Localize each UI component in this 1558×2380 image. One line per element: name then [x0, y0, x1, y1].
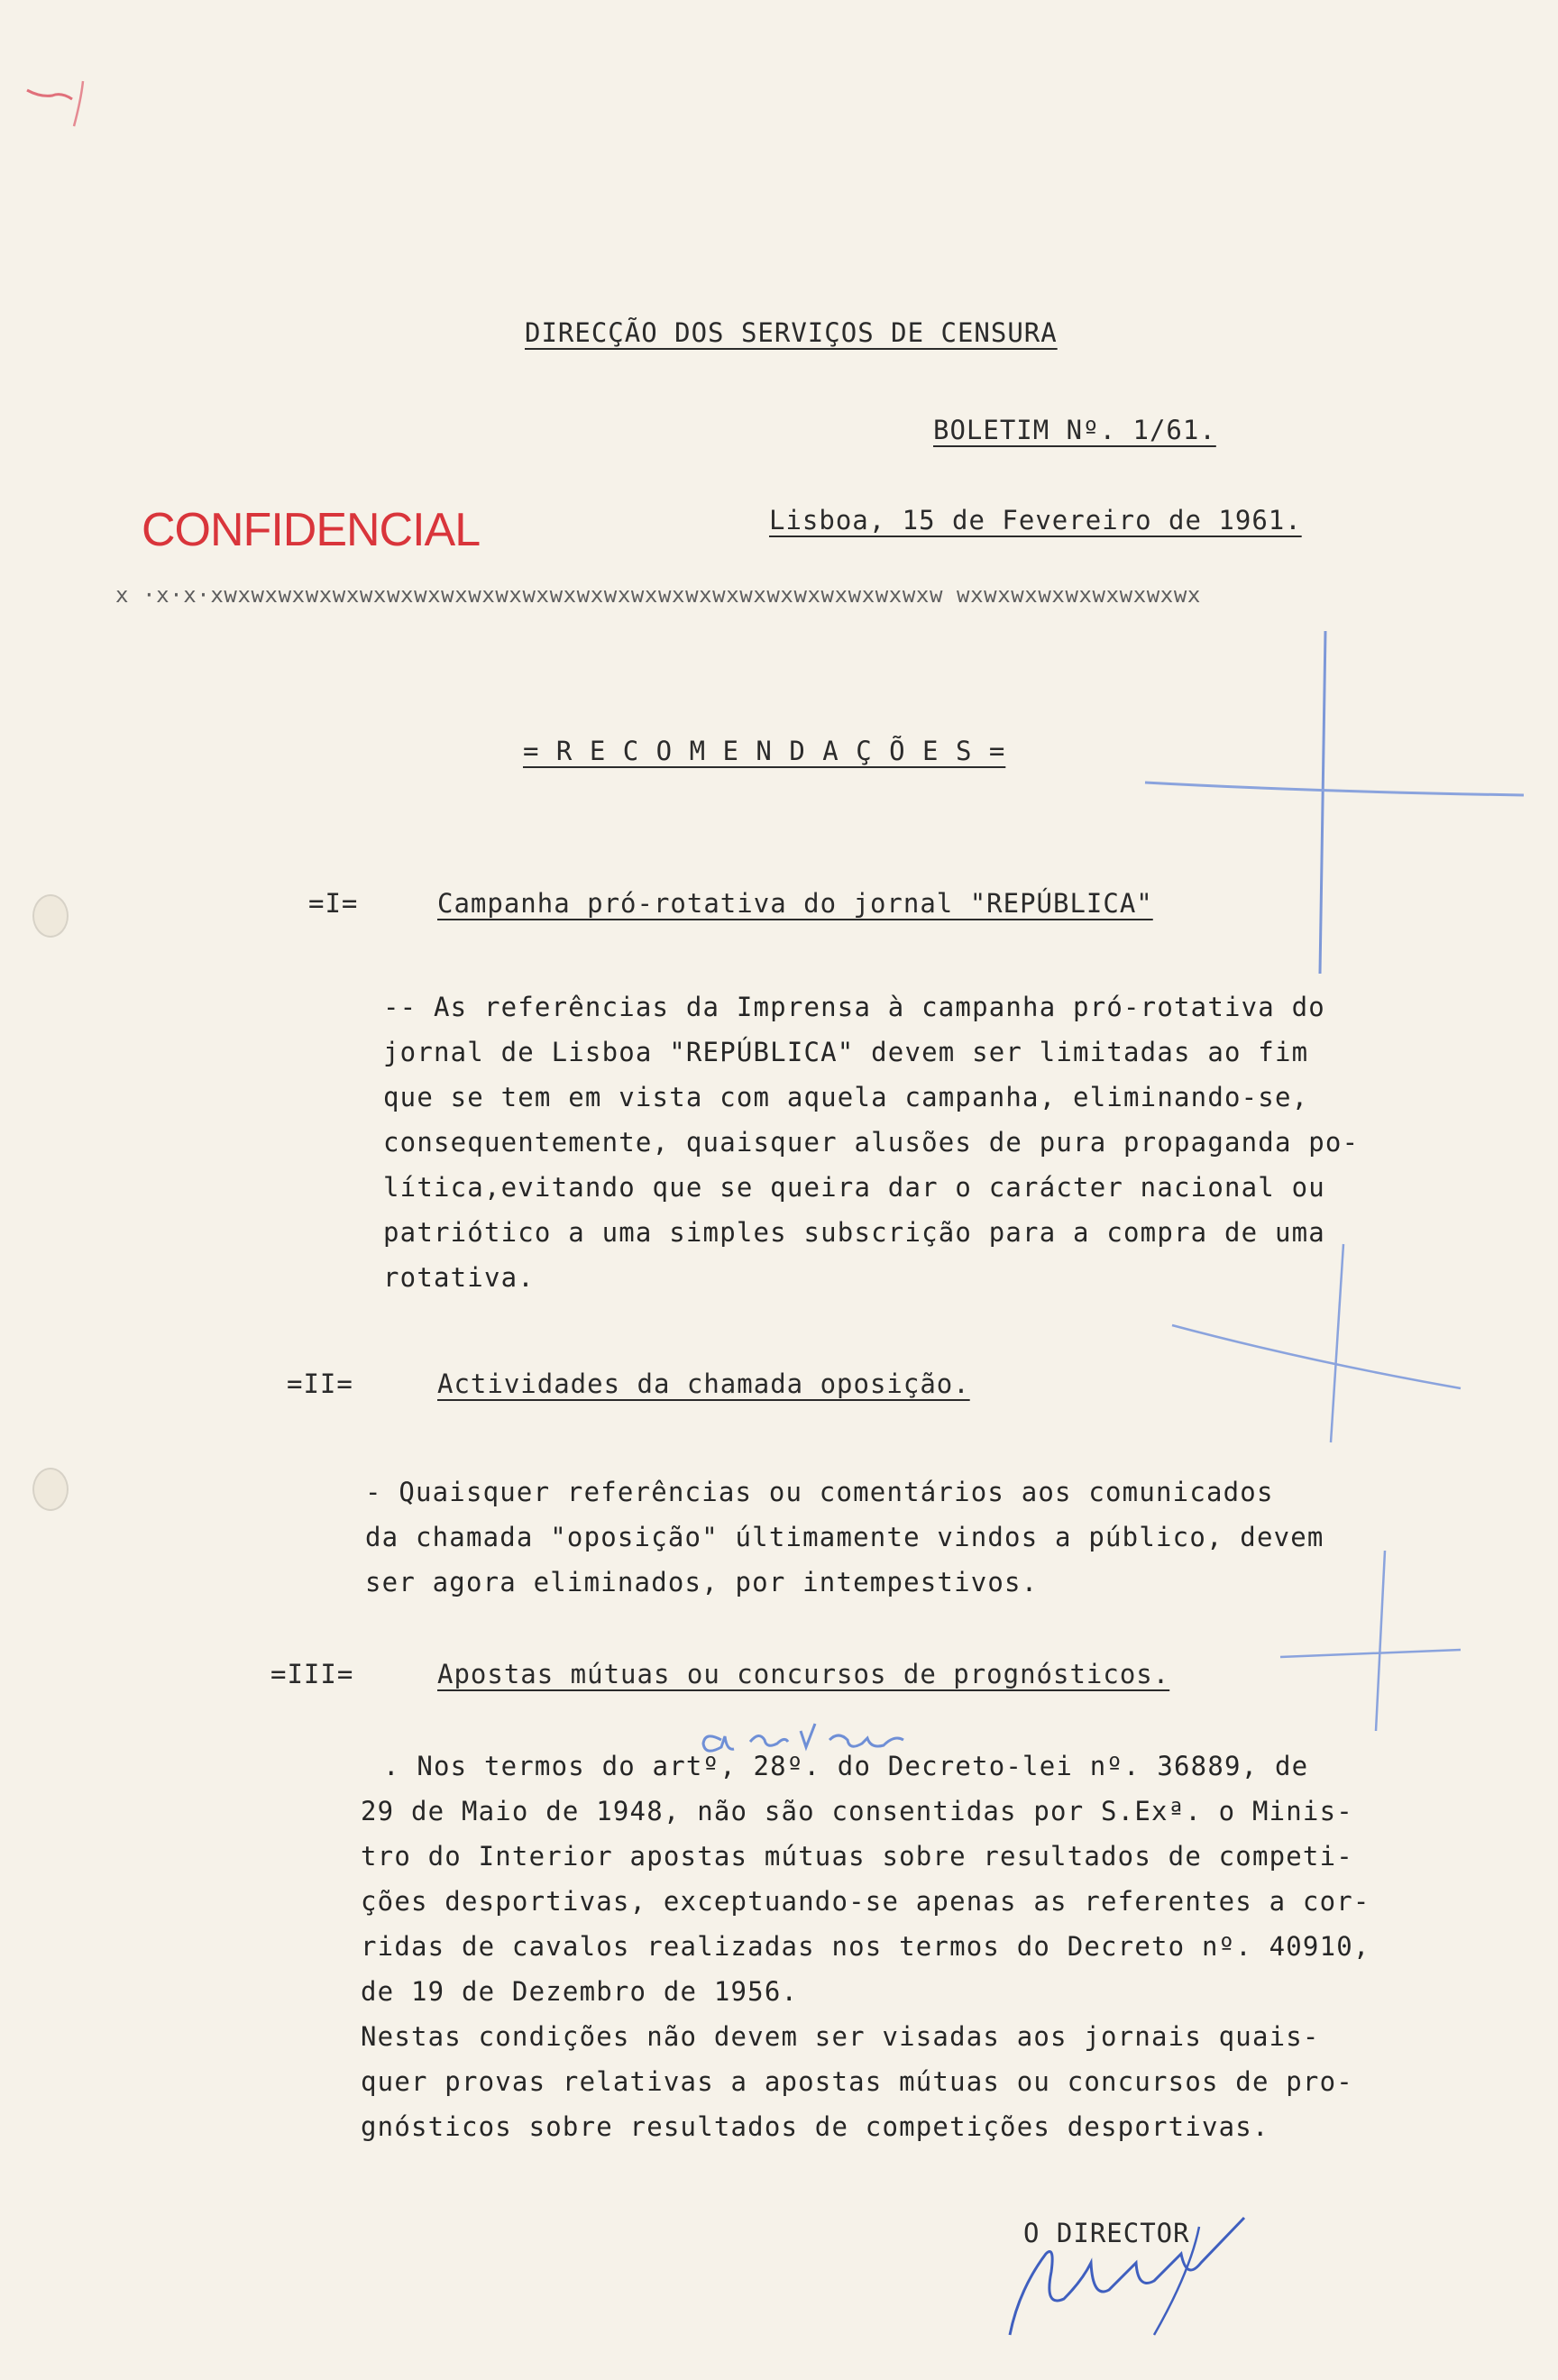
- section-heading-3: Apostas mútuas ou concursos de prognósticos.: [437, 1659, 1170, 1689]
- text-line: -- As referências da Imprensa à campanha pró-rotativa do: [383, 992, 1325, 1022]
- text-line: - Quaisquer referências ou comentários aos comunicados: [365, 1477, 1274, 1507]
- separator-line: x ·x·x·xwxwxwxwxwxwxwxwxwxwxwxwxwxwxwxwxwxwxwxwxwxwxwxwxwxwxw wxwxwxwxwxwxwxwxwx: [115, 582, 1201, 608]
- place-and-date: Lisboa, 15 de Fevereiro de 1961.: [769, 505, 1302, 536]
- text-line: Nestas condições não devem ser visadas aos jornais quais-: [361, 2021, 1320, 2052]
- bulletin-number: BOLETIM Nº. 1/61.: [933, 415, 1216, 445]
- section-number-2: =II=: [287, 1368, 353, 1399]
- text-line: ser agora eliminados, por intempestivos.: [365, 1567, 1039, 1597]
- text-line: ções desportivas, exceptuando-se apenas as referentes a cor-: [361, 1886, 1370, 1917]
- section-heading-1: Campanha pró-rotativa do jornal "REPÚBLICA": [437, 888, 1153, 919]
- text-line: ridas de cavalos realizadas nos termos do Decreto nº. 40910,: [361, 1931, 1370, 1962]
- text-line: da chamada "oposição" últimamente vindos a público, devem: [365, 1522, 1324, 1552]
- section-heading-2: Actividades da chamada oposição.: [437, 1368, 970, 1399]
- text-line: rotativa.: [383, 1262, 535, 1293]
- section-number-1: =I=: [308, 888, 359, 919]
- confidencial-stamp: CONFIDENCIAL: [142, 504, 481, 556]
- text-line: 29 de Maio de 1948, não são consentidas por S.Exª. o Minis-: [361, 1796, 1353, 1826]
- text-line: . Nos termos do artº, 28º. do Decreto-lei nº. 36889, de: [383, 1751, 1309, 1781]
- text-line: quer provas relativas a apostas mútuas ou concursos de pro-: [361, 2066, 1353, 2097]
- text-line: lítica,evitando que se queira dar o carácter nacional ou: [383, 1172, 1325, 1203]
- signature-title: O DIRECTOR: [1023, 2218, 1190, 2248]
- section-title-text: = R E C O M E N D A Ç Õ E S =: [523, 736, 1006, 766]
- agency-title: DIRECÇÃO DOS SERVIÇOS DE CENSURA: [525, 317, 1058, 348]
- text-line: que se tem em vista com aquela campanha, eliminando-se,: [383, 1082, 1309, 1112]
- text-line: patriótico a uma simples subscrição para a compra de uma: [383, 1217, 1325, 1248]
- text-line: de 19 de Dezembro de 1956.: [361, 1976, 799, 2007]
- text-line: gnósticos sobre resultados de competições desportivas.: [361, 2111, 1269, 2142]
- section-number-3: =III=: [270, 1659, 354, 1689]
- text-line: jornal de Lisboa "REPÚBLICA" devem ser limitadas ao fim: [383, 1037, 1309, 1067]
- text-line: tro do Interior apostas mútuas sobre resultados de competi-: [361, 1841, 1353, 1872]
- text-line: consequentemente, quaisquer alusões de pura propaganda po-: [383, 1127, 1360, 1158]
